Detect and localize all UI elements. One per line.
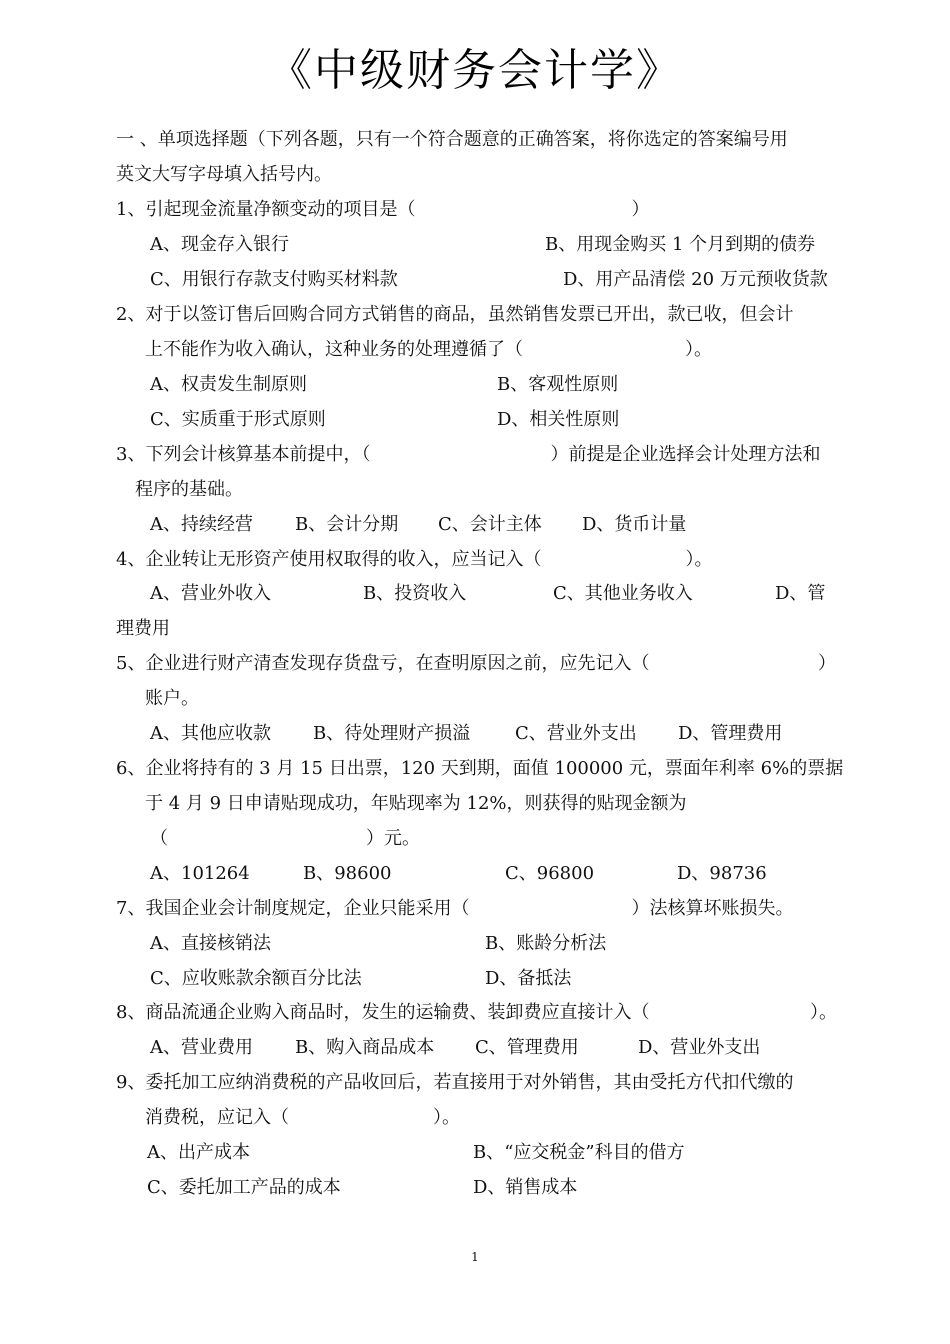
question-9-stem-cont: 消费税，应记入（ ）。 — [145, 1107, 460, 1128]
document-title: 《中级财务会计学》 — [268, 45, 682, 96]
question-8-option-d: D、营业外支出 — [638, 1037, 761, 1058]
question-3-stem: 3、下列会计核算基本前提中，（ ）前提是企业选择会计处理方法和 — [116, 444, 821, 465]
question-6-option-d: D、98736 — [677, 863, 767, 884]
question-5-option-c: C、营业外支出 — [515, 723, 637, 744]
question-1-option-c: C、用银行存款支付购买材料款 — [150, 269, 398, 290]
question-9-option-d: D、销售成本 — [473, 1177, 578, 1198]
question-3-option-d: D、货币计量 — [582, 514, 687, 535]
question-1-option-a: A、现金存入银行 — [150, 234, 289, 255]
question-4-option-d-cont: 理费用 — [116, 618, 170, 639]
question-2-option-b: B、客观性原则 — [497, 374, 619, 395]
question-4-stem: 4、企业转让无形资产使用权取得的收入，应当记入（ ）。 — [116, 549, 713, 570]
question-2-option-d: D、相关性原则 — [497, 409, 620, 430]
question-7-option-a: A、直接核销法 — [150, 933, 271, 954]
question-8-stem: 8、商品流通企业购入商品时，发生的运输费、装卸费应直接计入（ — [116, 1002, 650, 1023]
section-instruction: 一 、单项选择题（下列各题，只有一个符合题意的正确答案，将你选定的答案编号用 — [116, 129, 788, 150]
question-8-option-a: A、营业费用 — [150, 1037, 253, 1058]
question-4-option-a: A、营业外收入 — [150, 583, 271, 604]
question-1-option-b: B、用现金购买 1 个月到期的债券 — [545, 234, 816, 255]
question-5-option-b: B、待处理财产损溢 — [313, 723, 471, 744]
question-6-option-c: C、96800 — [505, 863, 595, 884]
question-6-stem: 6、企业将持有的 3 月 15 日出票，120 天到期，面值 100000 元，票面年利率 6%的票据 — [116, 758, 844, 779]
question-2-option-a: A、权责发生制原则 — [150, 374, 307, 395]
question-2-option-c: C、实质重于形式原则 — [150, 409, 326, 430]
question-5-stem: 5、企业进行财产清查发现存货盘亏，在查明原因之前，应先记入（ — [116, 653, 650, 674]
question-9-option-c: C、委托加工产品的成本 — [147, 1177, 341, 1198]
question-7-stem: 7、我国企业会计制度规定，企业只能采用（ ）法核算坏账损失。 — [116, 898, 794, 919]
question-6-stem-blank: （ ）元。 — [150, 828, 420, 849]
question-3-option-c: C、会计主体 — [438, 514, 542, 535]
question-6-option-b: B、98600 — [303, 863, 392, 884]
question-1-stem: 1、引起现金流量净额变动的项目是（ ） — [116, 199, 650, 220]
question-5-stem-bracket: ） — [818, 653, 836, 674]
question-3-option-a: A、持续经营 — [150, 514, 253, 535]
question-1-option-d: D、用产品清偿 20 万元预收货款 — [563, 269, 828, 290]
question-4-option-d: D、管 — [775, 583, 826, 604]
question-7-option-c: C、应收账款余额百分比法 — [150, 968, 362, 989]
question-4-option-b: B、投资收入 — [363, 583, 467, 604]
question-2-stem: 2、对于以签订售后回购合同方式销售的商品，虽然销售发票已开出，款已收，但会计 — [116, 304, 794, 325]
question-7-option-b: B、账龄分析法 — [485, 933, 607, 954]
question-9-option-a: A、出产成本 — [147, 1142, 250, 1163]
question-8-option-c: C、管理费用 — [475, 1037, 579, 1058]
page-number: 1 — [471, 1250, 479, 1264]
question-5-option-d: D、管理费用 — [678, 723, 783, 744]
question-4-option-c: C、其他业务收入 — [553, 583, 693, 604]
question-3-option-b: B、会计分期 — [295, 514, 399, 535]
question-2-stem-cont: 上不能作为收入确认，这种业务的处理遵循了（ ）。 — [145, 339, 712, 360]
question-5-stem-cont: 账户。 — [145, 688, 199, 709]
question-9-stem: 9、委托加工应纳消费税的产品收回后，若直接用于对外销售，其由受托方代扣代缴的 — [116, 1072, 794, 1093]
question-8-stem-bracket: ）。 — [810, 1002, 837, 1023]
section-instruction-cont: 英文大写字母填入括号内。 — [116, 164, 332, 185]
question-8-option-b: B、购入商品成本 — [295, 1037, 435, 1058]
question-6-option-a: A、101264 — [150, 863, 250, 884]
question-7-option-d: D、备抵法 — [485, 968, 572, 989]
question-6-stem-cont: 于 4 月 9 日申请贴现成功，年贴现率为 12%，则获得的贴现金额为 — [145, 793, 687, 814]
question-3-stem-cont: 程序的基础。 — [135, 479, 243, 500]
question-5-option-a: A、其他应收款 — [150, 723, 271, 744]
question-9-option-b: B、“应交税金”科目的借方 — [473, 1142, 685, 1163]
